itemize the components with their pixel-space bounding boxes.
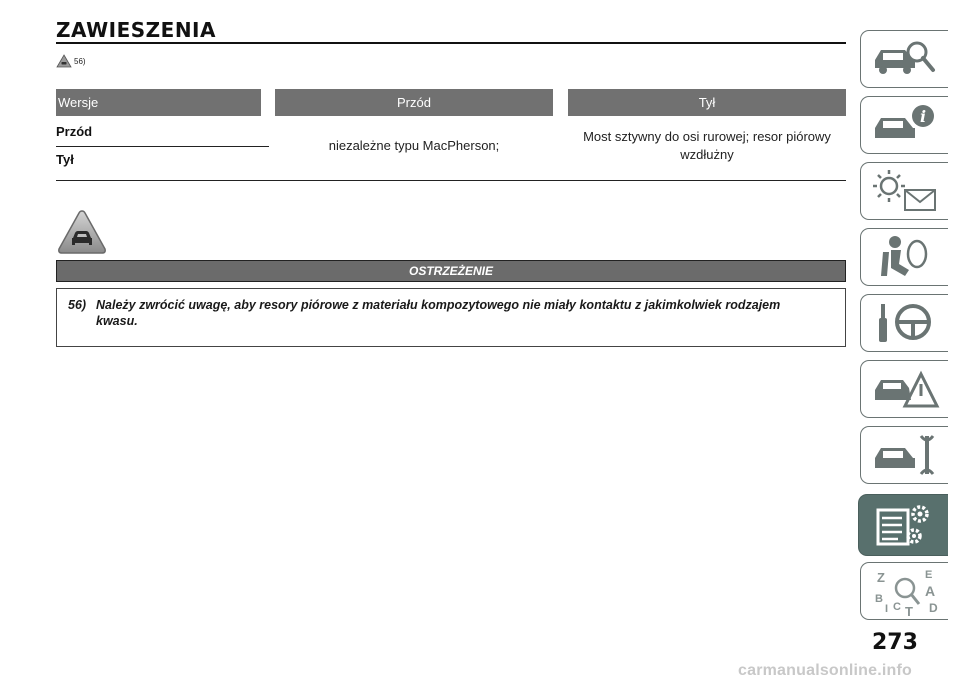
alphabetical-index-icon	[869, 566, 941, 616]
tab-maintenance[interactable]	[860, 426, 948, 484]
table-header-front: Przód	[275, 89, 553, 116]
svg-text:I: I	[884, 603, 888, 615]
title-divider	[56, 42, 846, 44]
technical-data-gears-icon	[868, 500, 940, 550]
road-warning-icon	[56, 54, 72, 68]
car-info-icon	[869, 100, 941, 150]
car-warning-triangle-icon	[869, 364, 941, 414]
svg-text:Z: Z	[876, 570, 885, 585]
key-steering-wheel-icon	[869, 298, 941, 348]
watermark: carmanualsonline.info	[738, 662, 913, 679]
tab-safety[interactable]	[860, 228, 948, 286]
tab-warning-lights[interactable]	[860, 162, 948, 220]
warning-box	[56, 288, 846, 347]
tab-index[interactable]	[860, 562, 948, 620]
warning-number: 56)	[68, 298, 87, 312]
svg-text:i: i	[919, 107, 926, 126]
svg-text:D: D	[928, 601, 938, 615]
svg-text:C: C	[892, 601, 901, 613]
table-bottom-divider	[56, 180, 846, 181]
front-suspension-value: niezależne typu MacPherson;	[328, 138, 500, 153]
tab-in-emergency[interactable]	[860, 360, 948, 418]
road-warning-icon	[56, 208, 108, 256]
row-label-rear: Tył	[56, 152, 74, 167]
reference-number: 56)	[74, 56, 86, 66]
tab-dashboard-knowledge[interactable]	[860, 96, 948, 154]
section-title: ZAWIESZENIA	[56, 18, 216, 42]
row-label-front: Przód	[56, 124, 93, 139]
warning-text-line1: Należy zwrócić uwagę, aby resory piórowe z materiału kompozytowego nie miały kontaktu z jakimkolwiek rodzajem	[96, 298, 781, 312]
warning-reference[interactable]	[56, 54, 86, 68]
tab-getting-to-know-car[interactable]	[860, 30, 948, 88]
tab-technical-data[interactable]	[858, 494, 948, 556]
svg-text:T: T	[904, 604, 913, 616]
svg-text:E: E	[924, 569, 932, 581]
person-airbag-icon	[869, 232, 941, 282]
tab-starting-driving[interactable]	[860, 294, 948, 352]
page-number: 273	[872, 630, 918, 655]
table-header-rear: Tył	[568, 89, 846, 116]
car-magnifier-icon	[869, 34, 941, 84]
rear-suspension-value: Most sztywny do osi rurowej; resor piórowy wzdłużny	[583, 129, 831, 162]
svg-text:B: B	[874, 593, 883, 605]
svg-text:A: A	[924, 583, 935, 599]
row-divider	[56, 146, 269, 147]
warning-title-bar: OSTRZEŻENIE	[56, 260, 846, 282]
warning-lights-message-icon	[869, 166, 941, 216]
car-wrench-icon	[869, 430, 941, 480]
table-header-versions: Wersje	[56, 89, 261, 116]
warning-text-line2: kwasu.	[96, 314, 138, 328]
